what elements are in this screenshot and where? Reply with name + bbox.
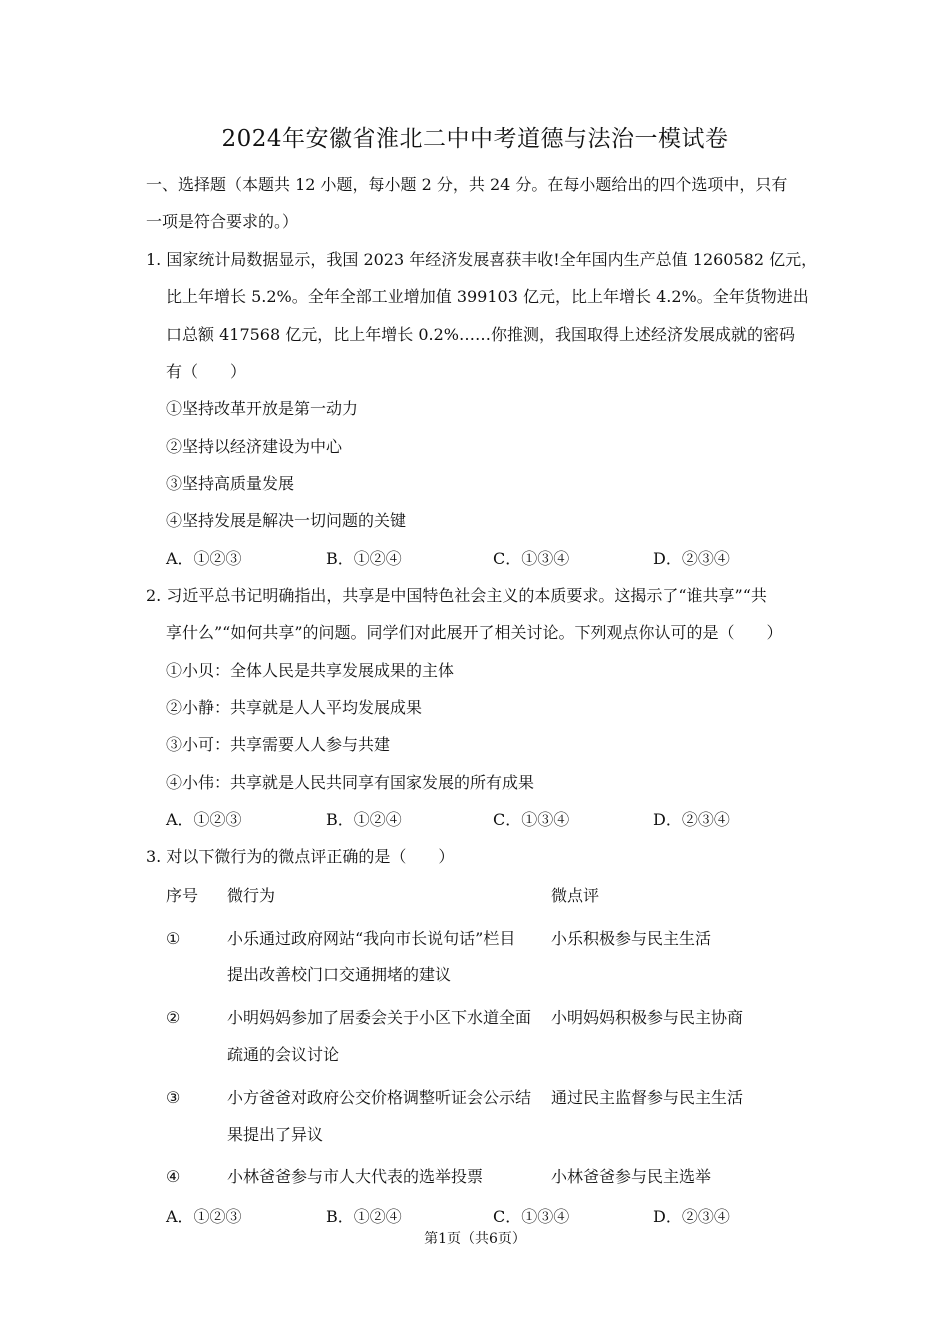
q2-stem-line-2: 享什么”“如何共享”的问题。同学们对此展开了相关讨论。下列观点你认可的是（ ） — [166, 623, 783, 642]
q2-item-3: ③小可：共享需要人人参与共建 — [166, 735, 391, 754]
q3-row-2-behavior-line-2: 疏通的会议讨论 — [227, 1045, 340, 1064]
q3-row-2-behavior-line-1: 小明妈妈参加了居委会关于小区下水道全面 — [227, 1008, 532, 1027]
q3-row-2-comment: 小明妈妈积极参与民主协商 — [551, 1008, 744, 1027]
q1-stem-line-4: 有（ ） — [166, 362, 247, 381]
q3-row-4-comment: 小林爸爸参与民主选举 — [551, 1167, 712, 1186]
page-footer: 第1页（共6页） — [424, 1231, 526, 1247]
q1-stem-line-3: 口总额 417568 亿元，比上年增长 0.2%……你推测，我国取得上述经济发展成就的密码 — [166, 325, 795, 344]
q3-option-d[interactable]: D．②③④ — [653, 1207, 730, 1226]
q3-row-2-number: ② — [166, 1008, 181, 1027]
q2-item-1: ①小贝：全体人民是共享发展成果的主体 — [166, 661, 455, 680]
q2-item-2: ②小静：共享就是人人平均发展成果 — [166, 698, 423, 717]
q2-item-4: ④小伟：共享就是人民共同享有国家发展的所有成果 — [166, 773, 535, 792]
q1-stem-line-1: 1. 国家统计局数据显示，我国 2023 年经济发展喜获丰收!全年国内生产总值 1260582 亿元， — [146, 250, 818, 269]
q1-option-b[interactable]: B．①②④ — [326, 549, 402, 568]
q1-option-d[interactable]: D．②③④ — [653, 549, 730, 568]
q3-option-c[interactable]: C．①③④ — [493, 1207, 570, 1226]
q3-option-a[interactable]: A．①②③ — [166, 1207, 242, 1226]
q3-header-behavior: 微行为 — [227, 886, 276, 905]
section-intro-line-1: 一、选择题（本题共 12 小题，每小题 2 分，共 24 分。在每小题给出的四个选项中，只有 — [146, 175, 788, 194]
q3-row-4-behavior-line-1: 小林爸爸参与市人大代表的选举投票 — [227, 1167, 484, 1186]
q3-row-1-comment: 小乐积极参与民主生活 — [551, 929, 712, 948]
q3-stem: 3. 对以下微行为的微点评正确的是（ ） — [146, 847, 455, 866]
q3-header-number: 序号 — [166, 886, 199, 905]
q3-row-1-behavior-line-2: 提出改善校门口交通拥堵的建议 — [227, 965, 452, 984]
q3-row-1-behavior-line-1: 小乐通过政府网站“我向市长说句话”栏目 — [227, 929, 516, 948]
q2-option-d[interactable]: D．②③④ — [653, 810, 730, 829]
q3-row-1-number: ① — [166, 929, 181, 948]
q2-stem-line-1: 2. 习近平总书记明确指出，共享是中国特色社会主义的本质要求。这揭示了“谁共享”“共 — [146, 586, 767, 605]
page-title: 2024年安徽省淮北二中中考道德与法治一模试卷 — [221, 126, 729, 152]
q1-item-1: ①坚持改革开放是第一动力 — [166, 399, 359, 418]
q3-row-4-number: ④ — [166, 1167, 181, 1186]
q1-option-c[interactable]: C．①③④ — [493, 549, 570, 568]
q1-item-2: ②坚持以经济建设为中心 — [166, 437, 343, 456]
q3-row-3-behavior-line-2: 果提出了异议 — [227, 1125, 324, 1144]
q1-item-4: ④坚持发展是解决一切问题的关键 — [166, 511, 407, 530]
q2-option-b[interactable]: B．①②④ — [326, 810, 402, 829]
q3-header-comment: 微点评 — [551, 886, 600, 905]
q3-option-b[interactable]: B．①②④ — [326, 1207, 402, 1226]
q1-stem-line-2: 比上年增长 5.2%。全年全部工业增加值 399103 亿元，比上年增长 4.2%。全年货物进出 — [166, 287, 809, 306]
q3-row-3-number: ③ — [166, 1088, 181, 1107]
q2-option-c[interactable]: C．①③④ — [493, 810, 570, 829]
q2-option-a[interactable]: A．①②③ — [166, 810, 242, 829]
q1-option-a[interactable]: A．①②③ — [166, 549, 242, 568]
q3-row-3-behavior-line-1: 小方爸爸对政府公交价格调整听证会公示结 — [227, 1088, 532, 1107]
q3-row-3-comment: 通过民主监督参与民主生活 — [551, 1088, 744, 1107]
section-intro-line-2: 一项是符合要求的。） — [146, 212, 299, 231]
q1-item-3: ③坚持高质量发展 — [166, 474, 295, 493]
